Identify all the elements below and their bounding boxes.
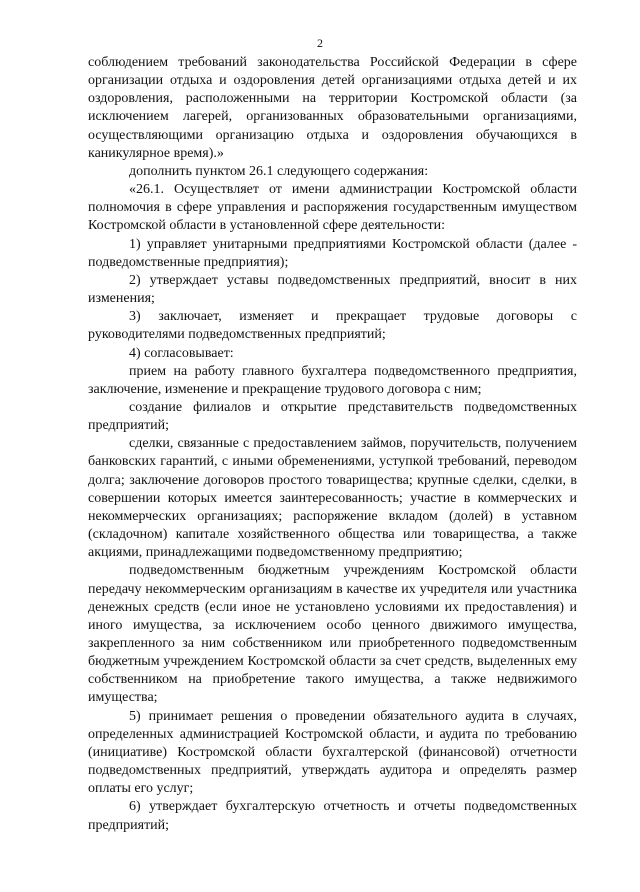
paragraph: 4) согласовывает: — [129, 345, 234, 361]
paragraph: сделки, связанные с предоставлением займов, поручительств, получением банковских гарантий, с иными обременениями, уступкой требований, переводом долга; заключение договоров простого товарищества; крупные сделки, сделки, в совершении которых имеется заинтересованность; участие в коммерческих и некоммерческих организациях; распоряжение вкладом (долей) в уставном (складочном) капитале хозяйственного общества или товарищества, а также акциями, принадлежащими подведомственному предприятию; — [88, 436, 577, 561]
paragraph: подведомственным бюджетным учреждениям Костромской области передачу некоммерческим организациям в качестве их учредителя или участника денежных средств (если иное не установлено условиями их предоставления) и иного имущества, за исключением особо ценного движимого имущества, закрепленного за ним собственником или приобретенного подведомственным бюджетным учреждением Костромской области за счет средств, выделенных ему собственником на приобретение такого имущества, а также недвижимого имущества; — [88, 563, 577, 706]
paragraph: 6) утверждает бухгалтерскую отчетность и отчеты подведомственных предприятий; — [88, 799, 577, 833]
page-number: 2 — [317, 36, 323, 50]
paragraph: создание филиалов и открытие представительств подведомственных предприятий; — [88, 399, 577, 434]
paragraph: 2) утверждает уставы подведомственных предприятий, вносит в них изменения; — [88, 272, 577, 307]
paragraph: 5) принимает решения о проведении обязательного аудита в случаях, определенных администрацией Костромской области, и аудита по требованию (инициативе) Костромской области бухгалтерской (финансовой) отчетности подведомственных предприятий, утверждать аудитора и определять размер оплаты его услуг; — [88, 708, 577, 797]
paragraph: «26.1. Осуществляет от имени администрации Костромской области полномочия в сфере управления и распоряжения государственным имуществом Костромской области в установленной сфере деятельности: — [88, 182, 577, 234]
paragraph: 3) заключает, изменяет и прекращает трудовые договоры с руководителями подведомственных предприятий; — [88, 309, 577, 343]
paragraph: соблюдением требований законодательства Российской Федерации в сфере организации отдыха и оздоровления детей организациями отдыха детей и их оздоровления, расположенными на территории Костромской области (за исключением лагерей, организованных образовательными организациями, осуществляющими организацию отдыха и оздоровления обучающихся в каникулярное время).» — [88, 55, 577, 161]
paragraph: 1) управляет унитарными предприятиями Костромской области (далее - подведомственные предприятия); — [88, 236, 577, 270]
paragraph: прием на работу главного бухгалтера подведомственного предприятия, заключение, изменение и прекращение трудового договора с ним; — [88, 363, 577, 397]
paragraph: дополнить пунктом 26.1 следующего содержания: — [129, 163, 429, 179]
document-body — [88, 54, 577, 835]
